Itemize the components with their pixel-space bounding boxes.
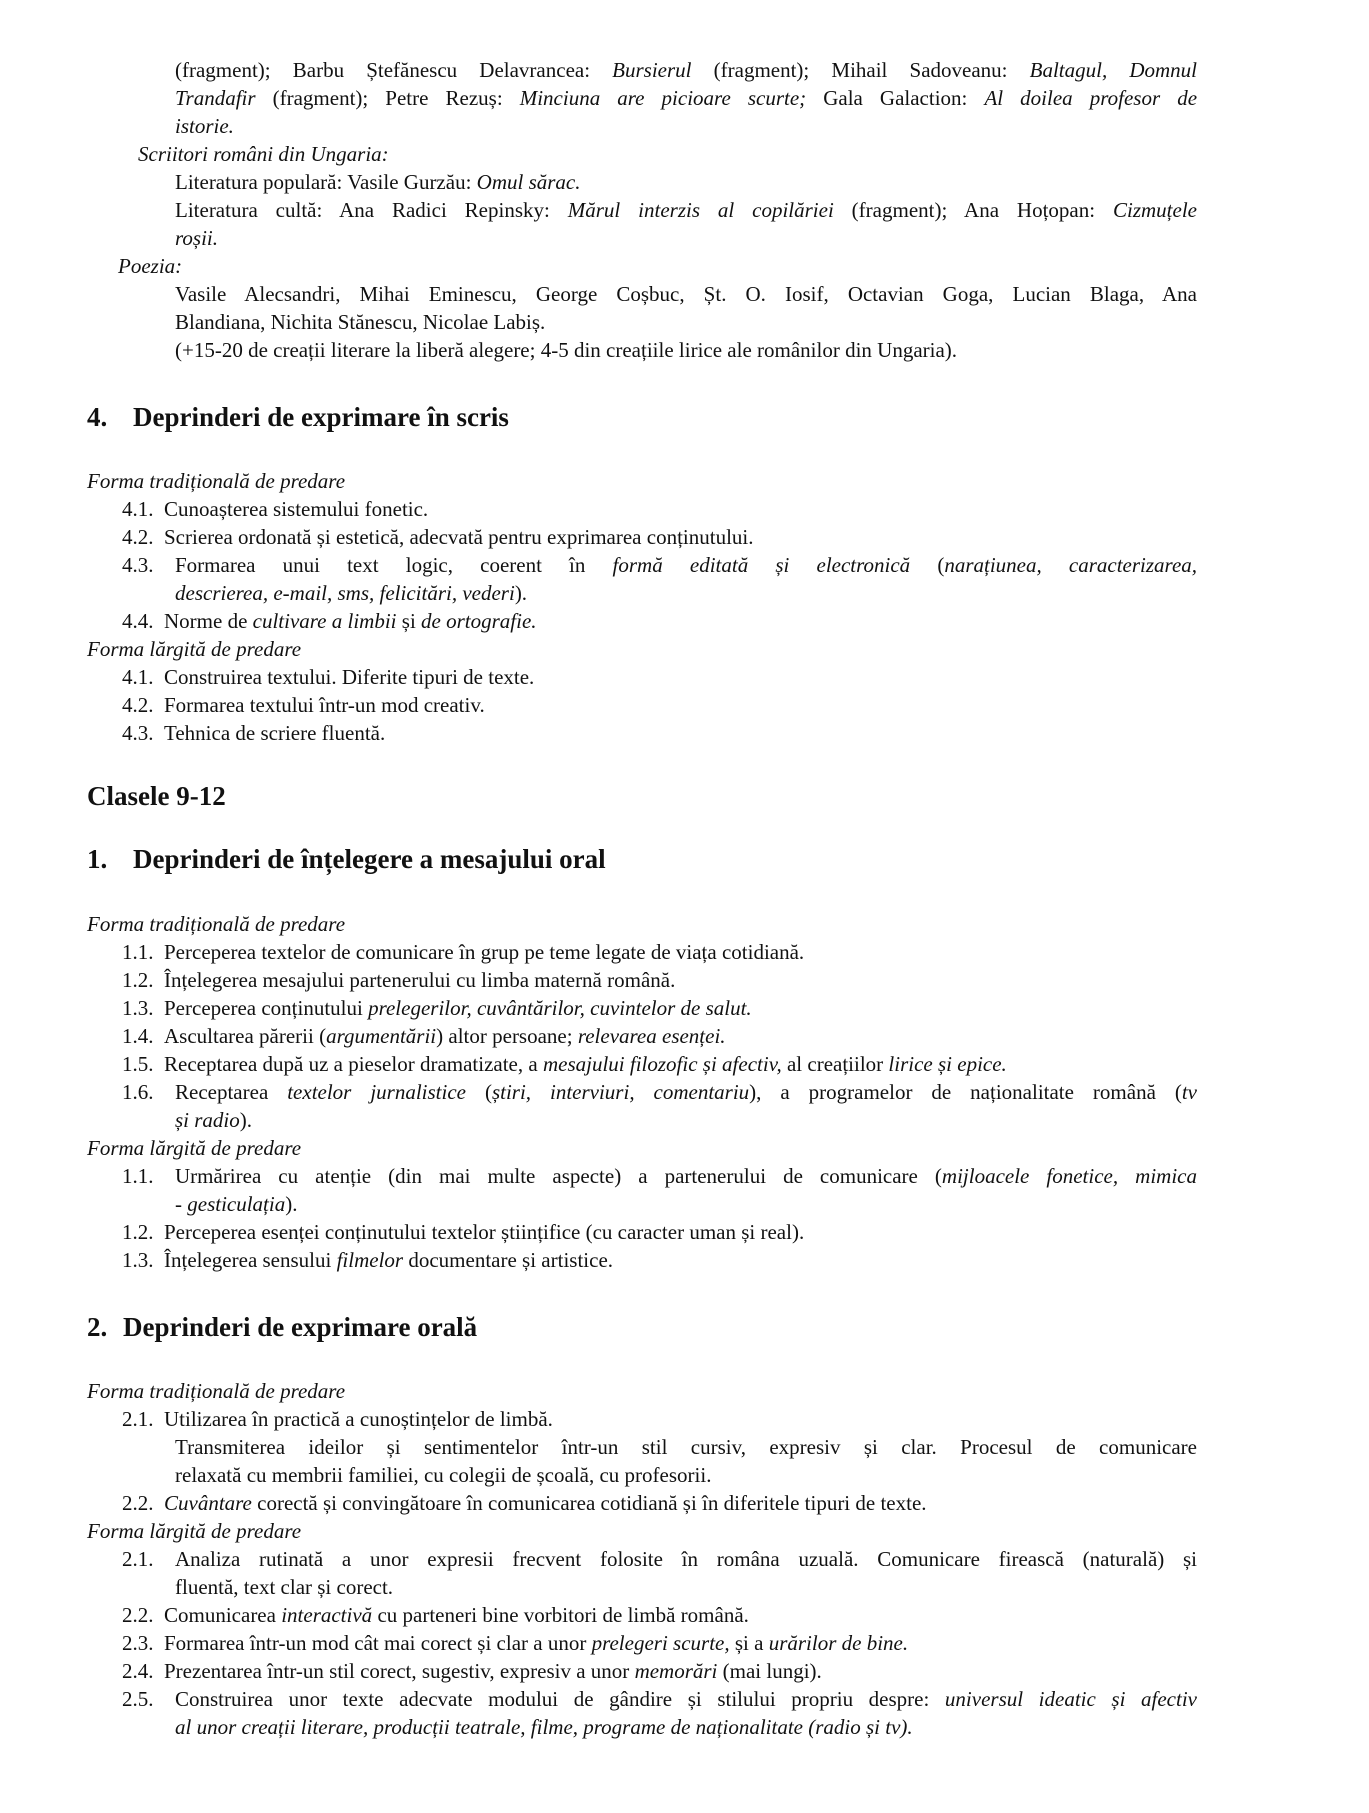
list-item (122, 938, 804, 966)
section-number: 4. (87, 402, 108, 432)
work-title: Al doilea profesor de (984, 86, 1198, 110)
emphasis: urărilor de bine. (768, 1631, 909, 1655)
text-line (175, 112, 234, 140)
work-title: Trandafir (175, 86, 256, 110)
list-item (122, 1601, 749, 1629)
list-item (122, 966, 675, 994)
text: ( (910, 553, 945, 577)
emphasis: mesajului filozofic și afectiv, (542, 1052, 782, 1076)
item-text-line (175, 1190, 297, 1218)
emphasis: știri, interviuri, comentariu (491, 1080, 750, 1104)
item-text-line: Analiza rutinată a unor expresii frecvent folosite în româna uzuală. Comunicare firească (naturală) și (175, 1547, 1197, 1571)
text: ), a programelor de naționalitate română ( (749, 1080, 1182, 1104)
form-label (87, 635, 301, 663)
work-title: Baltagul, Domnul (1029, 58, 1198, 82)
emphasis: prelegeri scurte, (591, 1631, 730, 1655)
item-text: Construirea textului. Diferite tipuri de texte. (164, 665, 535, 689)
item-number: 2.3. (122, 1631, 154, 1655)
text: cu parteneri bine vorbitori de limbă română. (372, 1603, 749, 1627)
list-item (122, 663, 534, 691)
section-heading (87, 400, 509, 434)
list-item (122, 1489, 927, 1517)
emphasis: narațiunea, caracterizarea, (944, 553, 1198, 577)
item-number: 2.2. (122, 1491, 154, 1515)
emphasis: tv (1181, 1080, 1197, 1104)
work-title: roșii. (175, 226, 218, 250)
item-number: 2.1. (122, 1547, 154, 1571)
text: (fragment); Petre Rezuș: (255, 86, 520, 110)
emphasis: mijloacele fonetice, mimica (941, 1164, 1197, 1188)
text: ). (239, 1108, 253, 1132)
list-item (122, 691, 485, 719)
text-line (175, 168, 581, 196)
emphasis: de ortografie. (421, 609, 537, 633)
work-title: istorie. (175, 114, 234, 138)
emphasis: interactivă (281, 1603, 373, 1627)
list-item (122, 1078, 164, 1106)
form-label (87, 467, 345, 495)
text: (fragment); Ana Hoțopan: (833, 198, 1113, 222)
section-title: Deprinderi de exprimare în scris (133, 402, 509, 432)
emphasis: Cuvântare (164, 1491, 252, 1515)
emphasis: descrierea, e-mail, sms, felicitări, vederi (175, 581, 515, 605)
text: Receptarea (175, 1080, 288, 1104)
text: al creațiilor (781, 1052, 889, 1076)
list-item (122, 1405, 553, 1433)
text: corectă și convingătoare în comunicarea cotidiană și în diferitele tipuri de texte. (251, 1491, 927, 1515)
list-item (122, 1685, 164, 1713)
list-item (122, 551, 164, 579)
text: și a (729, 1631, 769, 1655)
emphasis: și radio (175, 1108, 240, 1132)
emphasis: al unor creații literare, producții teatrale, filme, programe de naționalitate (radio și tv). (175, 1715, 913, 1739)
text-line (175, 56, 1197, 84)
item-text-line: relaxată cu membrii familiei, cu colegii de școală, cu profesorii. (175, 1463, 712, 1487)
form-label (87, 1517, 301, 1545)
emphasis: lirice și epice. (888, 1052, 1007, 1076)
list-item (122, 994, 752, 1022)
text: Gala Galaction: (806, 86, 985, 110)
emphasis: filmelor (336, 1248, 404, 1272)
item-number: 1.5. (122, 1052, 154, 1076)
item-text-line (175, 1713, 913, 1741)
item-text: Perceperea esenței conținutului textelor științifice (cu caracter uman și real). (164, 1220, 805, 1244)
item-number: 1.1. (122, 940, 154, 964)
text-line (175, 84, 1197, 112)
form-label-text: Forma lărgită de predare (87, 1519, 302, 1543)
text: Urmărirea cu atenție (din mai multe aspecte) a partenerului de comunicare ( (175, 1164, 942, 1188)
item-text: Perceperea textelor de comunicare în grup pe teme legate de viața cotidiană. (164, 940, 805, 964)
subheading-label: Scriitori români din Ungaria: (138, 142, 389, 166)
list-item (122, 1022, 726, 1050)
text-line: (+15-20 de creații literare la liberă alegere; 4-5 din creațiile lirice ale românilor din Ungaria). (175, 338, 958, 362)
form-label-text: Forma lărgită de predare (87, 1136, 302, 1160)
subheading-label: Poezia: (118, 254, 183, 278)
item-text-line (175, 1162, 1197, 1190)
item-number: 1.4. (122, 1024, 154, 1048)
text: (mai lungi). (717, 1659, 822, 1683)
text: Literatura populară: Vasile Gurzău: (175, 170, 477, 194)
list-item (122, 495, 428, 523)
list-item (122, 1162, 164, 1190)
item-text: Scrierea ordonată și estetică, adecvată pentru exprimarea conținutului. (164, 525, 754, 549)
form-label (87, 1377, 345, 1405)
text: ). (514, 581, 528, 605)
item-text-line (175, 1685, 1197, 1713)
form-label-text: Forma tradițională de predare (87, 912, 346, 936)
work-title: Omul sărac. (476, 170, 581, 194)
item-number: 4.2. (122, 525, 154, 549)
item-number: 1.3. (122, 996, 154, 1020)
item-text-line (175, 1078, 1197, 1106)
emphasis: formă editată și electronică (612, 553, 911, 577)
text: și (396, 609, 422, 633)
item-text-line (175, 1106, 252, 1134)
text: Înțelegerea sensului (164, 1248, 337, 1272)
text-line: Blandiana, Nichita Stănescu, Nicolae Labiș. (175, 310, 546, 334)
text: ) altor persoane; (436, 1024, 578, 1048)
item-text-line: Transmiterea ideilor și sentimentelor într-un stil cursiv, expresiv și clar. Procesul de comunicare (175, 1435, 1197, 1459)
text: Formarea unui text logic, coerent în (175, 553, 613, 577)
emphasis: memorări (634, 1659, 718, 1683)
section-title: Deprinderi de exprimare orală (123, 1312, 478, 1342)
list-item (122, 719, 385, 747)
work-title: Cizmuțele (1113, 198, 1197, 222)
list-item (122, 523, 754, 551)
section-heading (87, 842, 606, 876)
item-text: Cunoașterea sistemului fonetic. (164, 497, 429, 521)
form-label-text: Forma tradițională de predare (87, 469, 346, 493)
form-label (87, 1134, 301, 1162)
emphasis: argumentării (326, 1024, 437, 1048)
form-label-text: Forma tradițională de predare (87, 1379, 346, 1403)
item-text: Formarea textului într-un mod creativ. (164, 693, 485, 717)
item-text: Utilizarea în practică a cunoștințelor de limbă. (164, 1407, 553, 1431)
grade-heading: Clasele 9-12 (87, 781, 226, 811)
list-item (122, 1050, 1007, 1078)
text-line (175, 196, 1197, 224)
section-title: Deprinderi de înțelegere a mesajului oral (133, 844, 606, 874)
item-number: 1.6. (122, 1080, 154, 1104)
section-number: 1. (87, 844, 108, 874)
text: Construirea unor texte adecvate modului de gândire și stilului propriu despre: (175, 1687, 945, 1711)
list-item (122, 1657, 822, 1685)
text: (fragment); Barbu Ștefănescu Delavrancea: (175, 58, 613, 82)
item-text-line: fluentă, text clar și corect. (175, 1575, 394, 1599)
emphasis: - gesticulația (175, 1192, 286, 1216)
work-title: Bursierul (612, 58, 692, 82)
item-number: 2.5. (122, 1687, 154, 1711)
text: Prezentarea într-un stil corect, sugestiv, expresiv a unor (164, 1659, 635, 1683)
text: Receptarea după uz a pieselor dramatizate, a (164, 1052, 543, 1076)
emphasis: prelegerilor, cuvântărilor, cuvintelor de salut. (368, 996, 752, 1020)
item-text-line (175, 579, 527, 607)
item-text: Tehnica de scriere fluentă. (164, 721, 386, 745)
item-number: 4.3. (122, 721, 154, 745)
item-text: Înțelegerea mesajului partenerului cu limba maternă română. (164, 968, 676, 992)
emphasis: universul ideatic și afectiv (944, 1687, 1197, 1711)
item-number: 2.2. (122, 1603, 154, 1627)
text-line (175, 224, 218, 252)
subheading (118, 252, 182, 280)
form-label (87, 910, 345, 938)
item-number: 4.1. (122, 665, 154, 689)
form-label-text: Forma lărgită de predare (87, 637, 302, 661)
emphasis: textelor jurnalistice (287, 1080, 466, 1104)
text: Literatura cultă: Ana Radici Repinsky: (175, 198, 568, 222)
text: documentare și artistice. (403, 1248, 614, 1272)
emphasis: cultivare a limbii (252, 609, 397, 633)
item-text-line (175, 551, 1197, 579)
text: Norme de (164, 609, 253, 633)
list-item (122, 1629, 908, 1657)
text: (fragment); Mihail Sadoveanu: (691, 58, 1030, 82)
subheading (138, 140, 389, 168)
text: Perceperea conținutului (164, 996, 369, 1020)
text-line: Vasile Alecsandri, Mihai Eminescu, George Coșbuc, Șt. O. Iosif, Octavian Goga, Lucian Blaga, Ana (175, 282, 1197, 306)
item-number: 4.3. (122, 553, 154, 577)
item-number: 2.1. (122, 1407, 154, 1431)
list-item (122, 607, 537, 635)
work-title: Minciuna are picioare scurte; (519, 86, 807, 110)
item-number: 1.2. (122, 968, 154, 992)
item-number: 1.2. (122, 1220, 154, 1244)
text: Comunicarea (164, 1603, 282, 1627)
section-heading (87, 1310, 477, 1344)
work-title: Mărul interzis al copilăriei (567, 198, 834, 222)
list-item (122, 1545, 164, 1573)
list-item (122, 1218, 804, 1246)
item-number: 4.4. (122, 609, 154, 633)
text: Formarea într-un mod cât mai corect și clar a unor (164, 1631, 592, 1655)
section-number: 2. (87, 1312, 108, 1342)
emphasis: relevarea esenței. (577, 1024, 726, 1048)
item-number: 1.3. (122, 1248, 154, 1272)
item-number: 4.2. (122, 693, 154, 717)
item-number: 4.1. (122, 497, 154, 521)
text: ( (465, 1080, 492, 1104)
list-item (122, 1246, 613, 1274)
text: Ascultarea părerii ( (164, 1024, 327, 1048)
item-number: 1.1. (122, 1164, 154, 1188)
text: ). (285, 1192, 298, 1216)
item-number: 2.4. (122, 1659, 154, 1683)
